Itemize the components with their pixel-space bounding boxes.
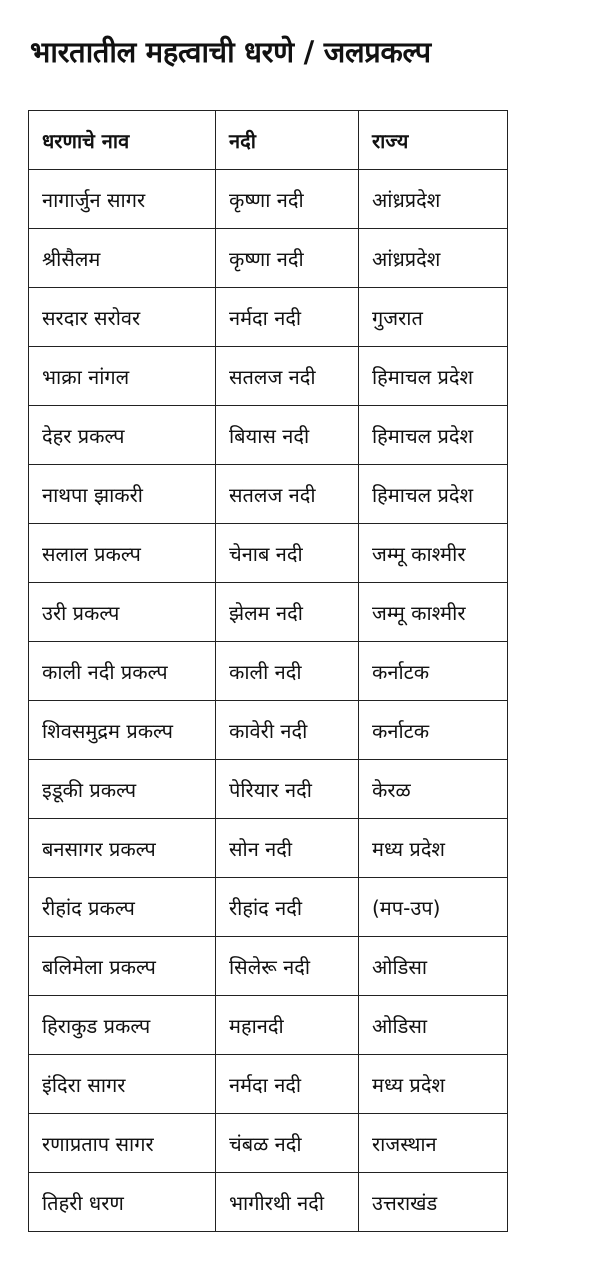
table-row <box>29 642 508 701</box>
cell-state: आंध्रप्रदेश <box>359 229 508 288</box>
cell-river: काली नदी <box>216 642 359 701</box>
table-row <box>29 1055 508 1114</box>
cell-dam-name: काली नदी प्रकल्प <box>29 642 216 701</box>
cell-state: कर्नाटक <box>359 642 508 701</box>
cell-river: सिलेरू नदी <box>216 937 359 996</box>
cell-river: नर्मदा नदी <box>216 288 359 347</box>
cell-state: हिमाचल प्रदेश <box>359 347 508 406</box>
table-row <box>29 465 508 524</box>
table-body <box>29 170 508 1232</box>
cell-dam-name: तिहरी धरण <box>29 1173 216 1232</box>
table-row <box>29 701 508 760</box>
cell-river: बियास नदी <box>216 406 359 465</box>
cell-dam-name: हिराकुड प्रकल्प <box>29 996 216 1055</box>
cell-dam-name: श्रीसैलम <box>29 229 216 288</box>
cell-state: ओडिसा <box>359 937 508 996</box>
cell-state: हिमाचल प्रदेश <box>359 406 508 465</box>
cell-dam-name: रीहांद प्रकल्प <box>29 878 216 937</box>
cell-state: जम्मू काश्मीर <box>359 583 508 642</box>
cell-river: नर्मदा नदी <box>216 1055 359 1114</box>
cell-dam-name: बलिमेला प्रकल्प <box>29 937 216 996</box>
table-row <box>29 878 508 937</box>
cell-dam-name: सरदार सरोवर <box>29 288 216 347</box>
cell-dam-name: बनसागर प्रकल्प <box>29 819 216 878</box>
cell-river: सतलज नदी <box>216 347 359 406</box>
table-row <box>29 406 508 465</box>
cell-river: कृष्णा नदी <box>216 170 359 229</box>
cell-dam-name: इडूकी प्रकल्प <box>29 760 216 819</box>
cell-river: सोन नदी <box>216 819 359 878</box>
cell-state: आंध्रप्रदेश <box>359 170 508 229</box>
table-row <box>29 347 508 406</box>
table-row <box>29 170 508 229</box>
cell-dam-name: भाक्रा नांगल <box>29 347 216 406</box>
table-row <box>29 1114 508 1173</box>
cell-dam-name: नागार्जुन सागर <box>29 170 216 229</box>
cell-river: रीहांद नदी <box>216 878 359 937</box>
cell-state: मध्य प्रदेश <box>359 819 508 878</box>
cell-state: उत्तराखंड <box>359 1173 508 1232</box>
header-state: राज्य <box>359 111 508 170</box>
dams-table <box>28 110 508 1232</box>
page-title: भारतातील महत्वाची धरणे / जलप्रकल्प <box>30 35 431 69</box>
cell-dam-name: शिवसमुद्रम प्रकल्प <box>29 701 216 760</box>
table-row <box>29 1173 508 1232</box>
cell-river: झेलम नदी <box>216 583 359 642</box>
table-row <box>29 524 508 583</box>
cell-dam-name: रणाप्रताप सागर <box>29 1114 216 1173</box>
cell-dam-name: देहर प्रकल्प <box>29 406 216 465</box>
table-row <box>29 583 508 642</box>
table-row <box>29 937 508 996</box>
cell-river: चेनाब नदी <box>216 524 359 583</box>
cell-river: कावेरी नदी <box>216 701 359 760</box>
header-river: नदी <box>216 111 359 170</box>
table-row <box>29 288 508 347</box>
cell-river: कृष्णा नदी <box>216 229 359 288</box>
table-row <box>29 760 508 819</box>
cell-river: पेरियार नदी <box>216 760 359 819</box>
cell-state: कर्नाटक <box>359 701 508 760</box>
cell-state: (मप-उप) <box>359 878 508 937</box>
cell-river: सतलज नदी <box>216 465 359 524</box>
cell-state: ओडिसा <box>359 996 508 1055</box>
cell-state: हिमाचल प्रदेश <box>359 465 508 524</box>
cell-state: राजस्थान <box>359 1114 508 1173</box>
cell-state: मध्य प्रदेश <box>359 1055 508 1114</box>
cell-river: महानदी <box>216 996 359 1055</box>
table-row <box>29 996 508 1055</box>
cell-state: गुजरात <box>359 288 508 347</box>
header-dam-name: धरणाचे नाव <box>29 111 216 170</box>
table-header-row <box>29 111 508 170</box>
table-row <box>29 819 508 878</box>
cell-dam-name: सलाल प्रकल्प <box>29 524 216 583</box>
cell-river: चंबळ नदी <box>216 1114 359 1173</box>
cell-dam-name: उरी प्रकल्प <box>29 583 216 642</box>
table-row <box>29 229 508 288</box>
cell-state: केरळ <box>359 760 508 819</box>
cell-dam-name: इंदिरा सागर <box>29 1055 216 1114</box>
cell-river: भागीरथी नदी <box>216 1173 359 1232</box>
cell-state: जम्मू काश्मीर <box>359 524 508 583</box>
cell-dam-name: नाथपा झाकरी <box>29 465 216 524</box>
